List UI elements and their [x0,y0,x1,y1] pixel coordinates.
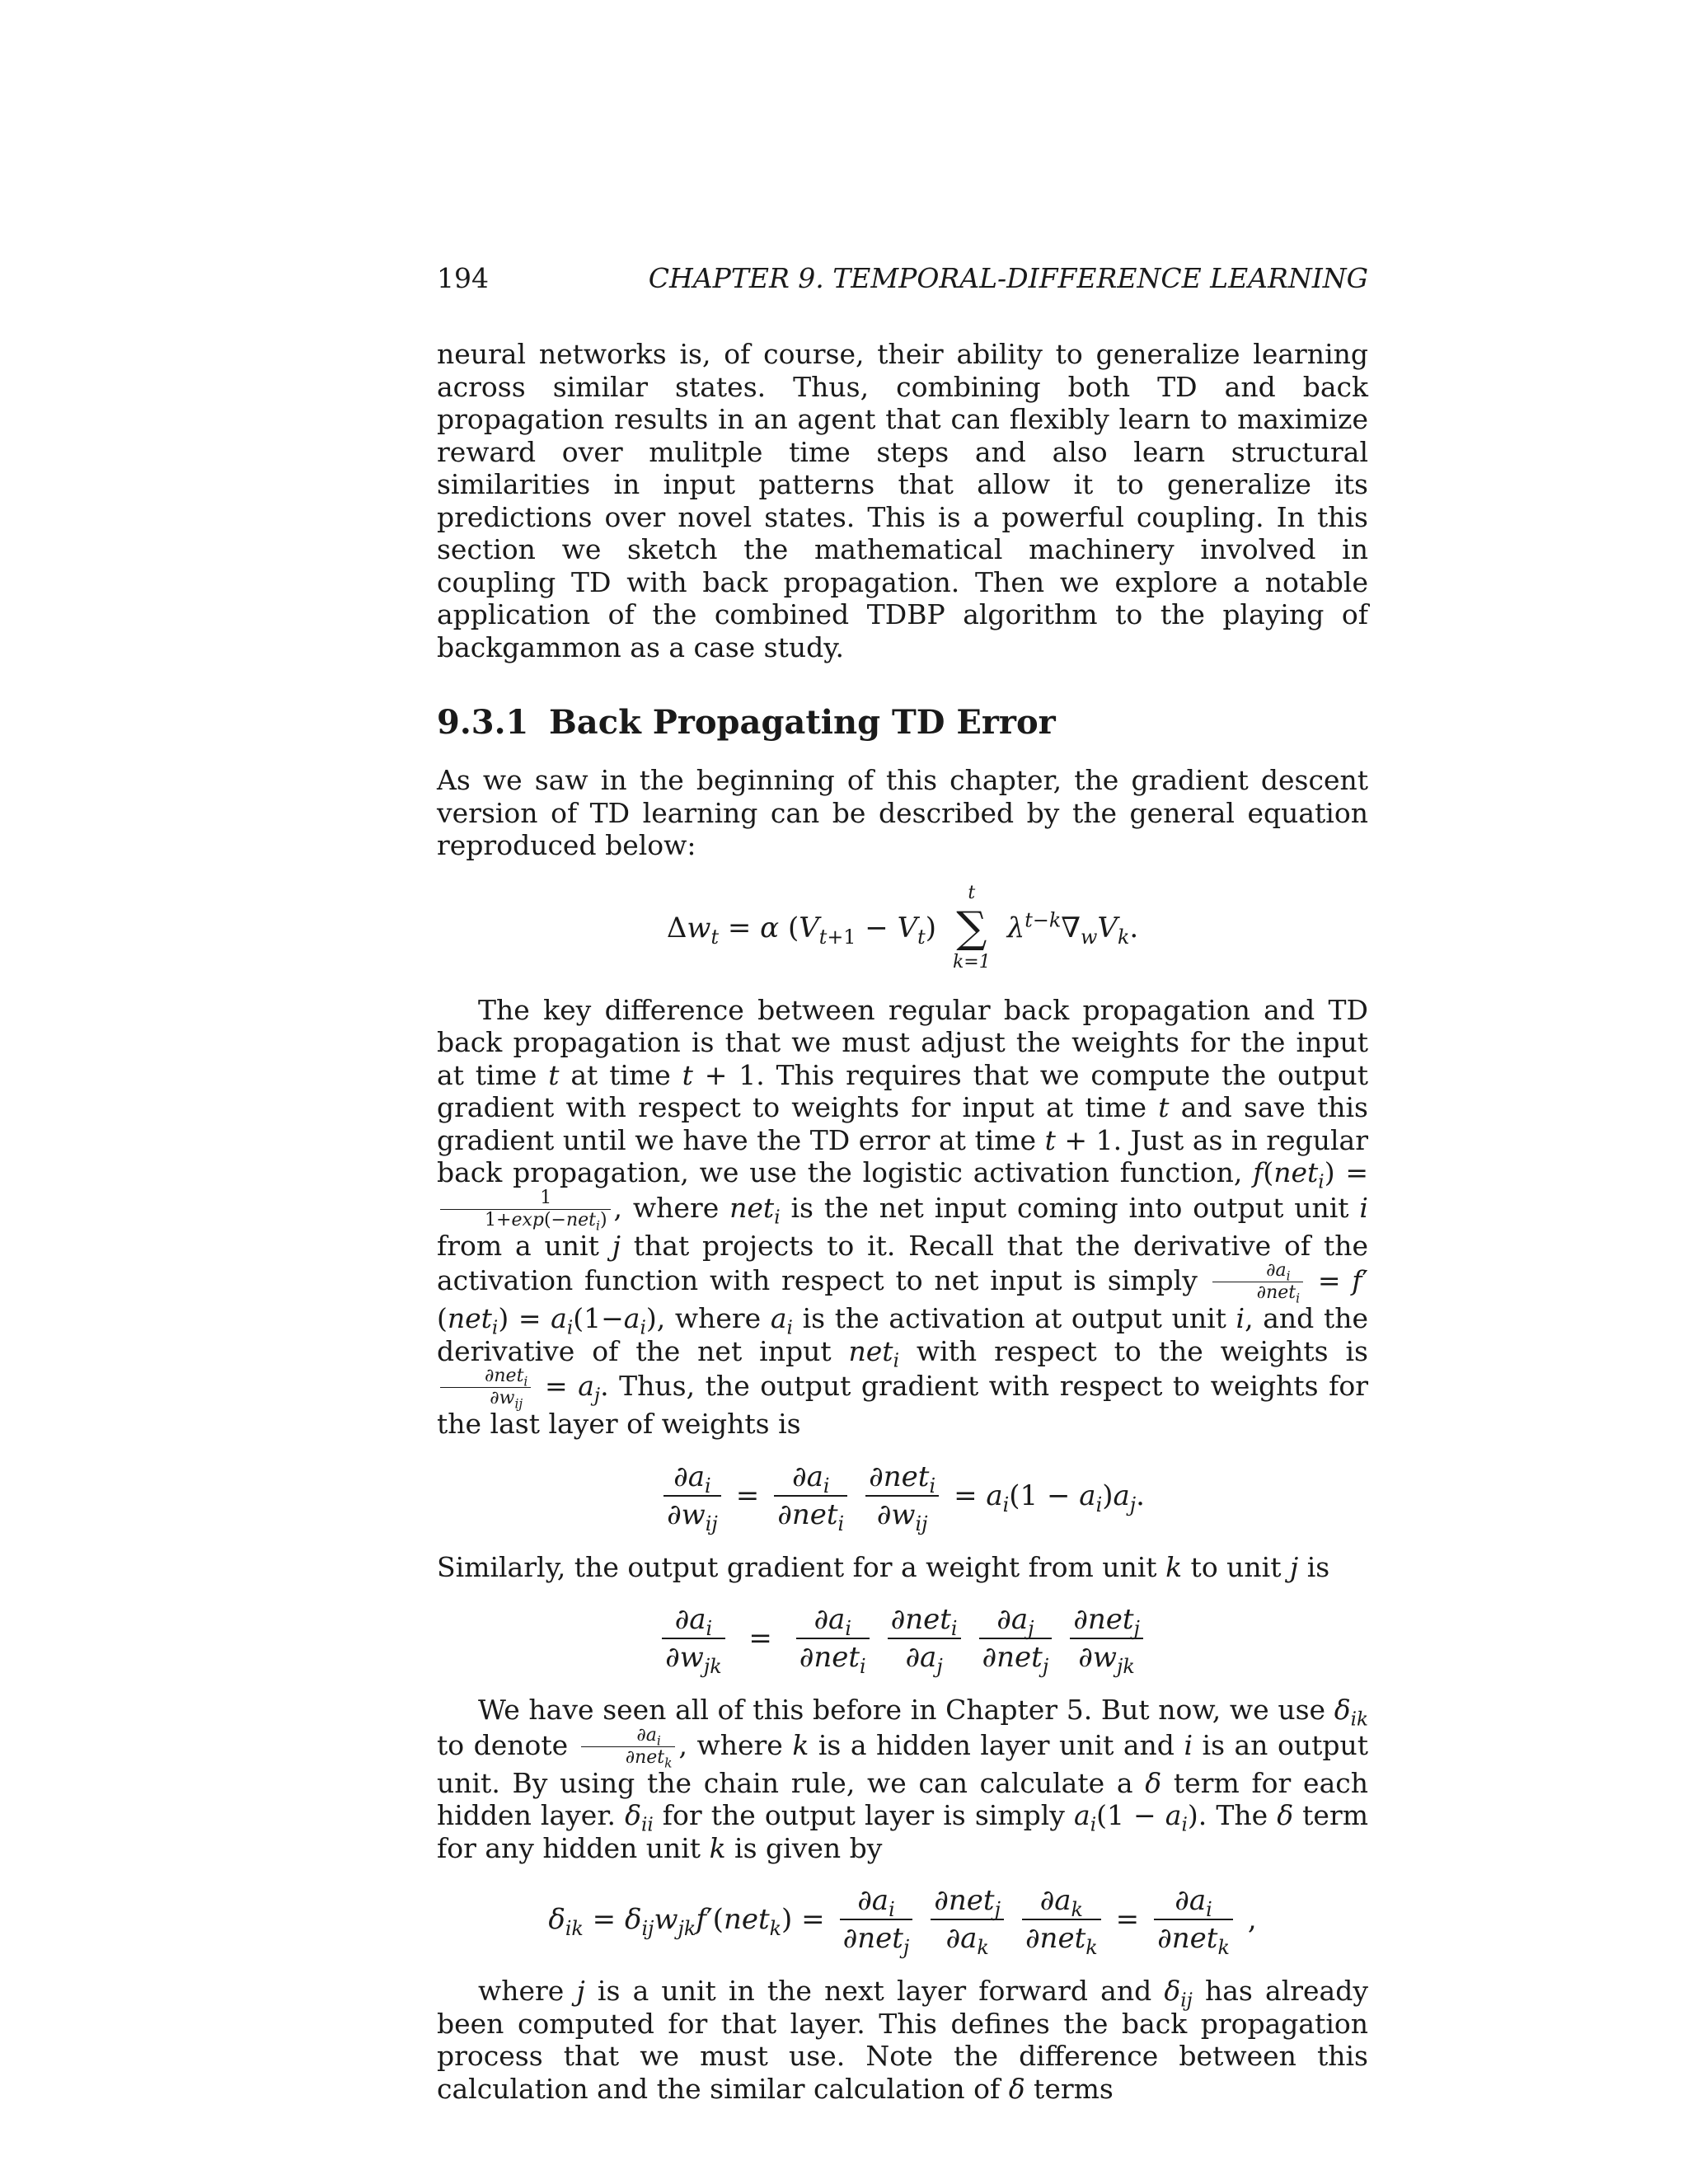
where-paragraph: where j is a unit in the next layer forward and $\delta_{ij}$ has already been computed for that layer. This defines the back propagation process that we must use. Note the difference between this calculation and the similar calculation of δ terms [437,1975,1368,2105]
section-title: Back Propagating TD Error [549,703,1056,742]
hidden-weight-gradient-equation: $\frac{\partial a_i}{\partial w_{jk}}$ = $\frac{\partial a_i}{\partial net_i}$ $\frac{\partial net_i}{\partial a_j}$ $\frac{\partial a_j}{\partial net_j}$ $\frac{\partial net_j}{\partial w_{jk}}$ [437,1603,1368,1674]
net-input-fraction: $\frac{\partial net_i}{\partial w_{ij}}$ [440,1367,531,1408]
delta-paragraph: We have seen all of this before in Chapter 5. But now, we use $\delta_{ik}$ to denote $\frac{\partial a_i}{\partial net_k}$ , where k is a hidden layer unit and i is an output unit. By using the chain rule, we can calculate a δ term for each hidden layer. $\delta_{ii}$ for the output layer is simply $a_i(1 - a_i)$. The δ term for any hidden unit k is given by [437,1694,1369,1864]
intro-paragraph: neural networks is, of course, their ability to generalize learning across similar states. Thus, combining both TD and back propagation results in an agent that can flexibly learn to maximize reward over mulitple time steps and also learn structural similarities in input patterns that allow it to generalize its predictions over novel states. This is a powerful coupling. In this section we sketch the mathematical machinery involved in coupling TD with back propagation. Then we explore a notable application of the combined TDBP algorithm to the playing of backgammon as a case study. [437,338,1368,663]
logistic-fraction: $\frac{1}{1+\exp(-net_i)}$ [440,1189,611,1230]
last-layer-gradient-equation: $\frac{\partial a_i}{\partial w_{ij}}$ = $\frac{\partial a_i}{\partial net_i}$ $\frac{\partial net_i}{\partial w_{ij}}$ = $a_i(1 - a_i)a_j$. [437,1460,1368,1531]
delta-denote-fraction: $\frac{\partial a_i}{\partial net_k}$ [581,1727,676,1767]
page-number: 194 [437,262,489,294]
td-gradient-equation: $\Delta w_t = \alpha$ $(V_{t+1} - V_t)$ t ∑ k=1 $\lambda^{t-k}\nabla_wV_k$. [666,882,1139,972]
derivative-fraction: $\frac{\partial a_i}{\partial net_i}$ [1212,1262,1303,1302]
running-header [437,262,1368,295]
summation-symbol: t ∑ k=1 [952,882,991,972]
key-difference-paragraph: The key difference between regular back propagation and TD back propagation is that we must adjust the weights for the input at time t at time t + 1. This requires that we compute the output gradient with respect to weights for input at time t and save this gradient until we have the TD error at time t + 1. Just as in regular back propagation, we use the logistic activation function, f(net$_i$) = $\frac{1}{1+\exp(-net_i)}$ , where net$_i$ is the net input coming into output unit i from a unit j that projects to it. Recall that the derivative of the activation function with respect to net input is simply $\frac{\partial a_i}{\partial net_i}$ = $f'(net_i) = a_i(1-a_i)$, where $a_i$ is the activation at output unit i, and the derivative of the net input net$_i$ with respect to the weights is $\frac{\partial net_i}{\partial w_{ij}}$ = $a_j$. Thus, the output gradient with respect to weights for the last layer of weights is [437,993,1369,1440]
section-heading [437,703,1368,743]
running-title: CHAPTER 9. TEMPORAL-DIFFERENCE LEARNING [648,262,1368,294]
section-number: 9.3.1 [437,703,529,742]
page [437,262,1368,2105]
hidden-delta-equation: $\delta_{ik} = \delta_{ij}w_{jk}f'(net_k)$ = $\frac{\partial a_i}{\partial net_j}$ $\frac{\partial net_j}{\partial a_k}$ $\frac{\partial a_k}{\partial net_k}$ = $\frac{\partial a_i}{\partial net_k}$ , [548,1884,1257,1959]
gradient-intro-paragraph: As we saw in the beginning of this chapter, the gradient descent version of TD learning can be described by the general equation reproduced below: [437,764,1368,861]
similarly-paragraph: Similarly, the output gradient for a weight from unit k to unit j is [437,1550,1330,1583]
